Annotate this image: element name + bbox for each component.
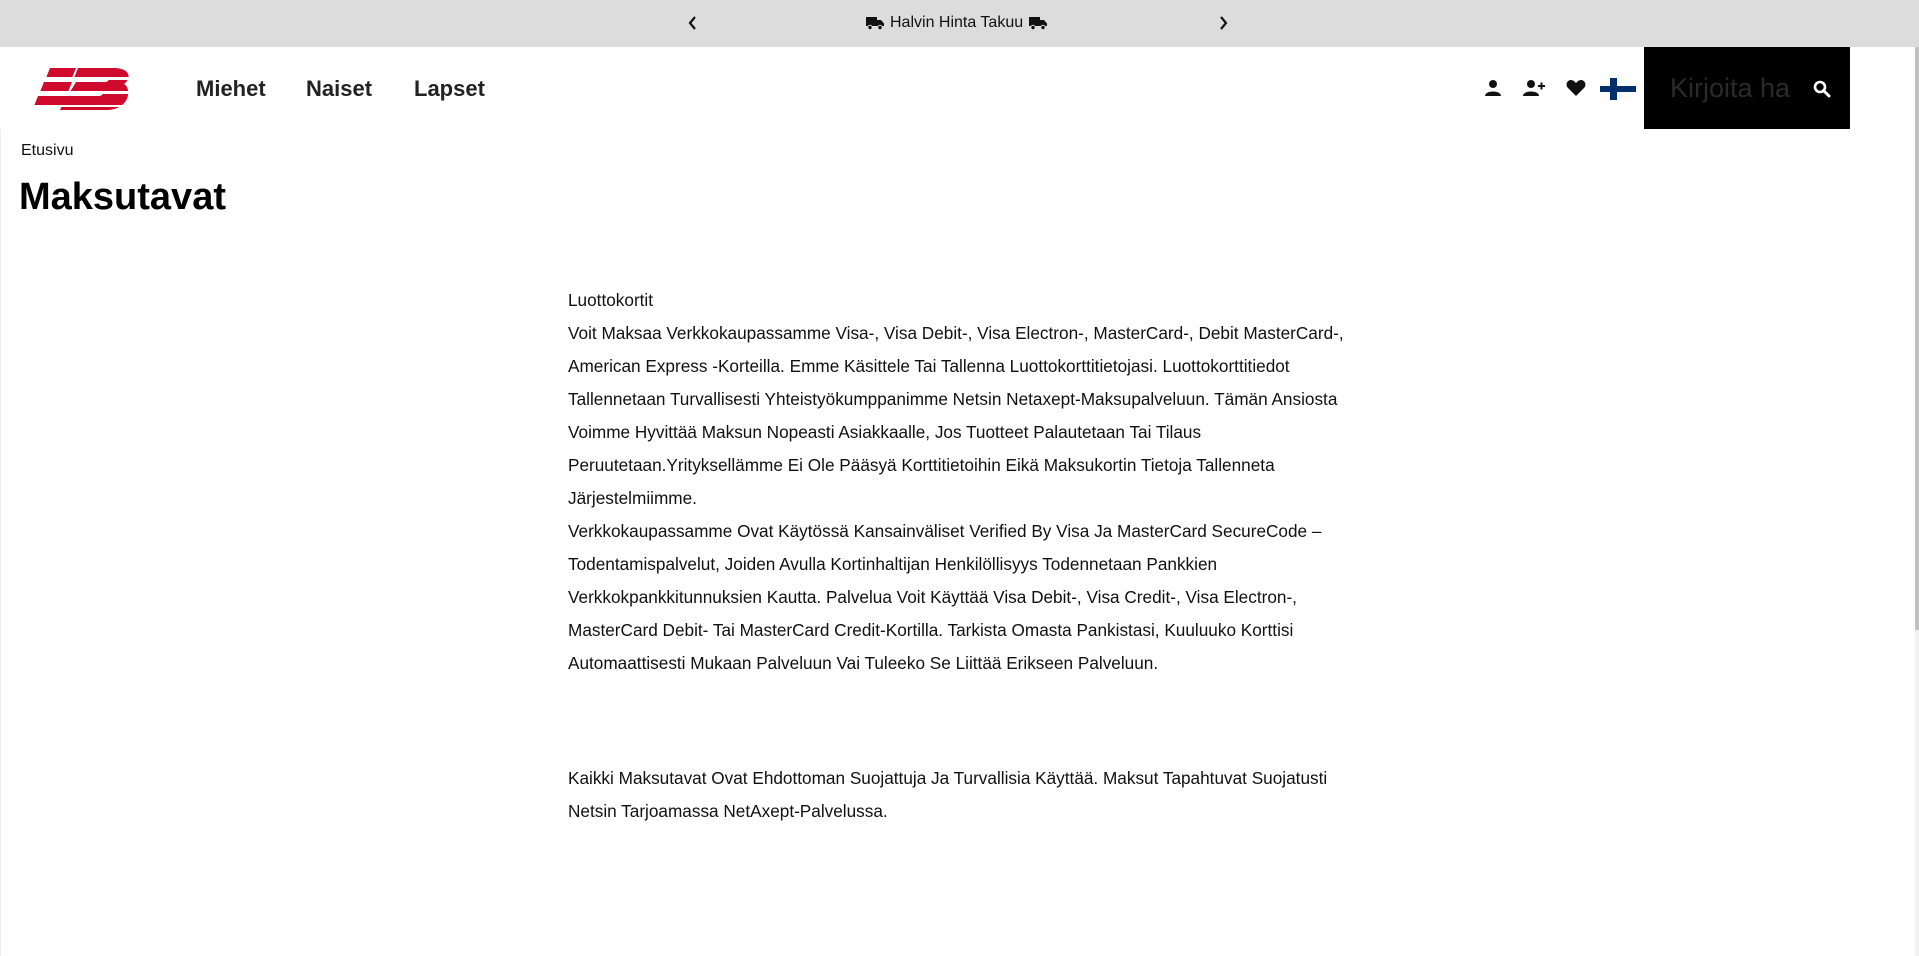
truck-icon <box>866 16 884 30</box>
nav-link-miehet[interactable]: Miehet <box>196 76 266 101</box>
nav-link-naiset[interactable]: Naiset <box>306 76 373 101</box>
divider <box>0 129 1 956</box>
breadcrumb-home[interactable]: Etusivu <box>21 142 74 159</box>
truck-icon <box>1029 16 1047 30</box>
paragraph: Kaikki Maksutavat Ovat Ehdottoman Suojattuja Ja Turvallisia Käyttää. Maksut Tapahtuvat Suojatusti Netsin Tarjoamassa NetAxept-Palvelussa. <box>568 768 1328 821</box>
promo-text: Halvin Hinta Takuu <box>890 14 1024 31</box>
new-balance-logo[interactable] <box>32 64 134 114</box>
chevron-left-icon[interactable] <box>679 9 707 37</box>
nav-link-lapset[interactable]: Lapset <box>414 76 485 101</box>
site-header <box>0 47 1919 129</box>
page-title: Maksutavat <box>19 176 226 218</box>
add-user-icon[interactable] <box>1523 77 1545 99</box>
finland-flag-icon[interactable] <box>1600 78 1636 100</box>
account-icon[interactable] <box>1482 77 1504 99</box>
promo-message <box>866 11 1047 35</box>
page-content <box>568 284 1348 828</box>
scrollbar-thumb[interactable] <box>1915 47 1919 630</box>
paragraph: Verkkokaupassamme Ovat Käytössä Kansainväliset Verified By Visa Ja MasterCard SecureCode –Todentamispalvelut, Joiden Avulla Kortinhaltijan Henkilöllisyys Todennetaan Pankkien Verkkokpankkitunnuksien Kautta. Palvelua Voit Käyttää Visa Debit-, Visa Credit-, Visa Electron-, MasterCard Debit- Tai MasterCard Credit-Kortilla. Tarkista Omasta Pankistasi, Kuuluuko Korttisi Automaattisesti Mukaan Palveluun Vai Tuleeko Se Liittää Erikseen Palveluun. <box>568 521 1322 673</box>
section-heading: Luottokortit <box>568 290 654 310</box>
paragraph: Voit Maksaa Verkkokaupassamme Visa-, Visa Debit-, Visa Electron-, MasterCard-, Debit MasterCard-, American Express -Korteilla. Emme Käsittele Tai Tallenna Luottokorttitietojasi. Luottokorttitiedot Tallennetaan Turvallisesti Yhteistyökumppanimme Netsin Netaxept-Maksupalveluun. Tämän Ansiosta Voimme Hyvittää Maksun Nopeasti Asiakkaalle, Jos Tuotteet Palautetaan Tai Tilaus Peruutetaan.Yrityksellämme Ei Ole Pääsyä Korttitietoihin Eikä Maksukortin Tietoja Tallenneta Järjestelmiimme. <box>568 323 1344 508</box>
search-input[interactable] <box>1670 69 1790 107</box>
search-box <box>1644 47 1850 129</box>
search-icon[interactable] <box>1810 77 1834 101</box>
chevron-right-icon[interactable] <box>1209 9 1237 37</box>
spacer <box>568 680 1348 762</box>
heart-icon[interactable] <box>1565 77 1587 99</box>
announcement-bar <box>0 0 1919 47</box>
